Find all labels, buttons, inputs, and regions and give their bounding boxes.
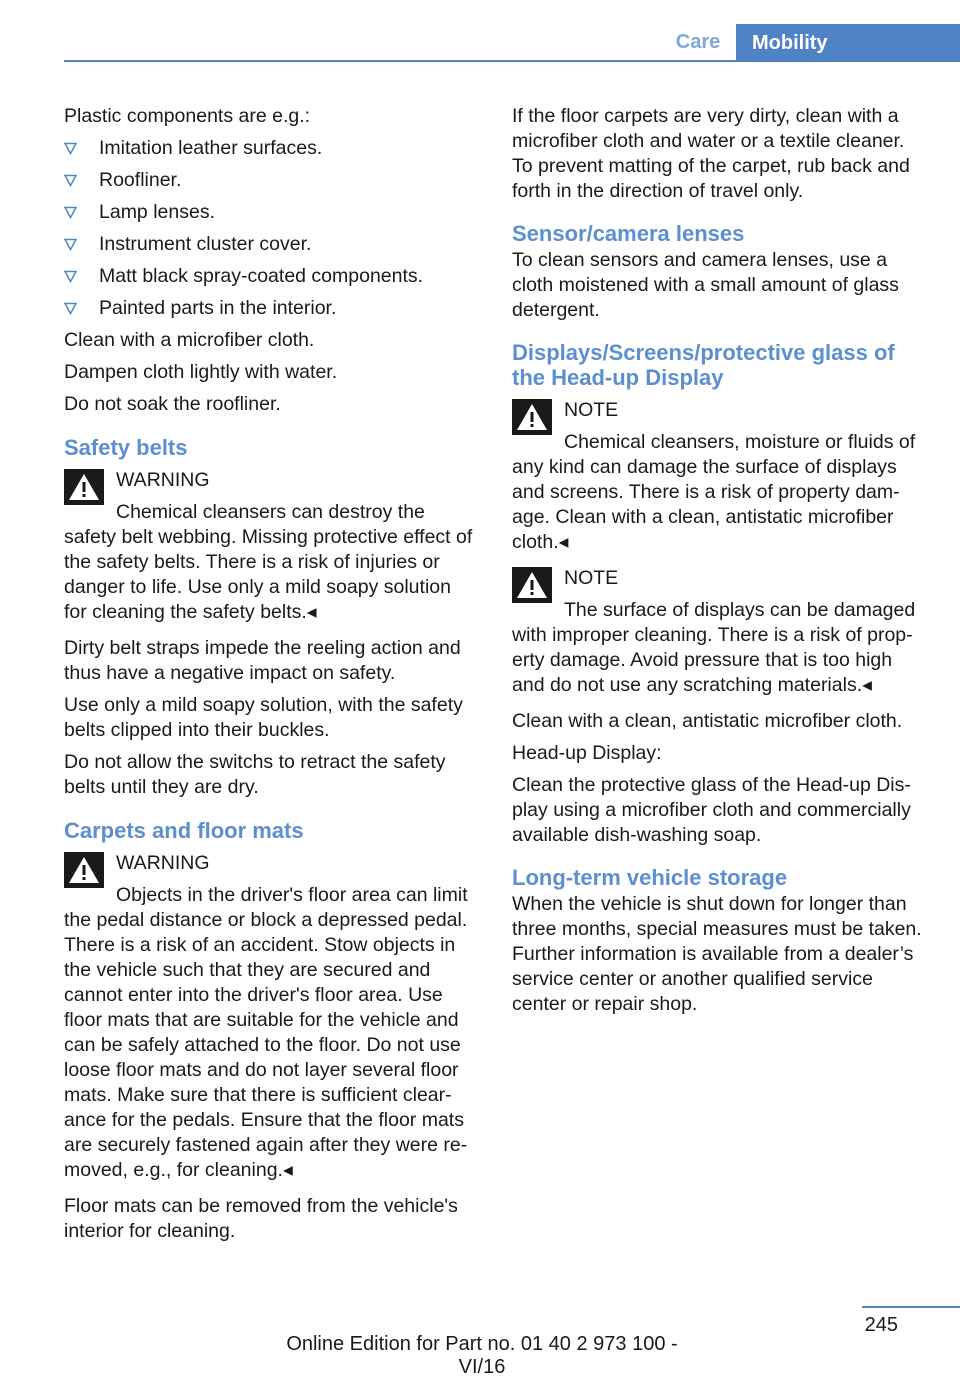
list-item: Instrument cluster cover. xyxy=(64,232,476,257)
triangle-bullet-icon xyxy=(64,302,77,315)
warning-title: WARNING xyxy=(116,469,210,491)
page-number: 245 xyxy=(864,1314,898,1336)
sensor-paragraph: To clean sensors and camera lenses, use a cloth moistened with a small amount of glass detergent. xyxy=(512,249,899,321)
carpets-warning xyxy=(64,851,476,1183)
warning-title: WARNING xyxy=(116,852,210,874)
soapy-solution-paragraph: Use only a mild soapy solution, with the safety belts clipped into their buckles. xyxy=(64,694,463,741)
list-item: Matt black spray-coated components. xyxy=(64,264,476,289)
warning-text: safety belt webbing. Missing protective effect of the safety belts. There is a risk of injuries or danger to life. Use only a mild soapy solution for cleaning the safety belts.◂ xyxy=(64,526,473,623)
carpets-heading: Carpets and floor mats xyxy=(64,818,304,843)
antistatic-paragraph: Clean with a clean, antistatic microfiber cloth. xyxy=(512,710,903,732)
warning-triangle-icon xyxy=(64,469,104,505)
warning-triangle-icon xyxy=(512,399,552,435)
list-item: Lamp lenses. xyxy=(64,200,476,225)
sensor-heading: Sensor/camera lenses xyxy=(512,221,745,246)
note-text: any kind can damage the surface of displays and screens. There is a risk of property dam-age. Clean with a clean, antistatic microfiber cloth.◂ xyxy=(512,456,900,553)
note-text-first: Chemical cleansers, moisture or fluids of xyxy=(564,431,916,453)
displays-note-2 xyxy=(512,566,924,698)
plastic-intro: Plastic components are e.g.: xyxy=(64,105,311,127)
list-item: Imitation leather surfaces. xyxy=(64,136,476,161)
right-column xyxy=(512,104,924,1024)
note-text: with improper cleaning. There is a risk of prop-erty damage. Avoid pressure that is too high and do not use any scratching materials.◂ xyxy=(512,624,913,696)
warning-text-first: Objects in the driver's floor area can limit xyxy=(116,884,468,906)
triangle-bullet-icon xyxy=(64,270,77,283)
warning-triangle-icon xyxy=(512,567,552,603)
belt-straps-paragraph: Dirty belt straps impede the reeling action and thus have a negative impact on safety. xyxy=(64,637,461,684)
displays-note-1 xyxy=(512,398,924,555)
storage-paragraph: When the vehicle is shut down for longer than three months, special measures must be taken. Further information is available from a dealer’s service center or another qualified service center or repair shop. xyxy=(512,893,922,1015)
triangle-bullet-icon xyxy=(64,174,77,187)
plastic-components-list xyxy=(64,136,476,321)
dampen-instruction: Dampen cloth lightly with water. xyxy=(64,361,338,383)
warning-triangle-icon xyxy=(64,852,104,888)
floor-mats-paragraph: Floor mats can be removed from the vehicle's interior for cleaning. xyxy=(64,1195,458,1242)
edition-footer: Online Edition for Part no. 01 40 2 973 100 - VI/16 xyxy=(286,1333,678,1378)
footer-divider xyxy=(862,1306,960,1308)
list-item: Painted parts in the interior. xyxy=(64,296,476,321)
hud-label: Head-up Display: xyxy=(512,742,662,764)
tab-mobility[interactable]: Mobility xyxy=(736,24,960,62)
retract-paragraph: Do not allow the switchs to retract the safety belts until they are dry. xyxy=(64,751,446,798)
hud-paragraph: Clean the protective glass of the Head-up Dis-play using a microfiber cloth and commercially available dish-washing soap. xyxy=(512,774,911,846)
floor-carpets-paragraph: If the floor carpets are very dirty, clean with a microfiber cloth and water or a textile cleaner. To prevent matting of the carpet, rub back and forth in the direction of travel only. xyxy=(512,105,910,202)
storage-heading: Long-term vehicle storage xyxy=(512,865,788,890)
warning-text-first: Chemical cleansers can destroy the xyxy=(116,501,425,523)
safety-belts-warning xyxy=(64,468,476,625)
displays-heading: Displays/Screens/protective glass of the Head-up Display xyxy=(512,340,895,390)
warning-text: the pedal distance or block a depressed pedal. There is a risk of an accident. Stow objects in the vehicle such that they are secured and cannot enter into the driver's floor area. Use floor mats that are suitable for the vehicle and can be safely attached to the floor. Do not use loose floor mats and do not layer several floor mats. Make sure that there is sufficient clear-ance for the pedals. Ensure that the floor mats are securely fastened again after they were re-moved, e.g., for cleaning.◂ xyxy=(64,909,468,1181)
safety-belts-heading: Safety belts xyxy=(64,435,188,460)
note-text-first: The surface of displays can be damaged xyxy=(564,599,916,621)
tab-care[interactable]: Care xyxy=(675,31,721,53)
triangle-bullet-icon xyxy=(64,142,77,155)
roofliner-instruction: Do not soak the roofliner. xyxy=(64,393,281,415)
list-item: Roofliner. xyxy=(64,168,476,193)
triangle-bullet-icon xyxy=(64,238,77,251)
clean-instruction: Clean with a microfiber cloth. xyxy=(64,329,315,351)
note-title: NOTE xyxy=(564,399,619,421)
triangle-bullet-icon xyxy=(64,206,77,219)
left-column xyxy=(64,104,476,1251)
header-divider xyxy=(64,60,960,62)
note-title: NOTE xyxy=(564,567,619,589)
